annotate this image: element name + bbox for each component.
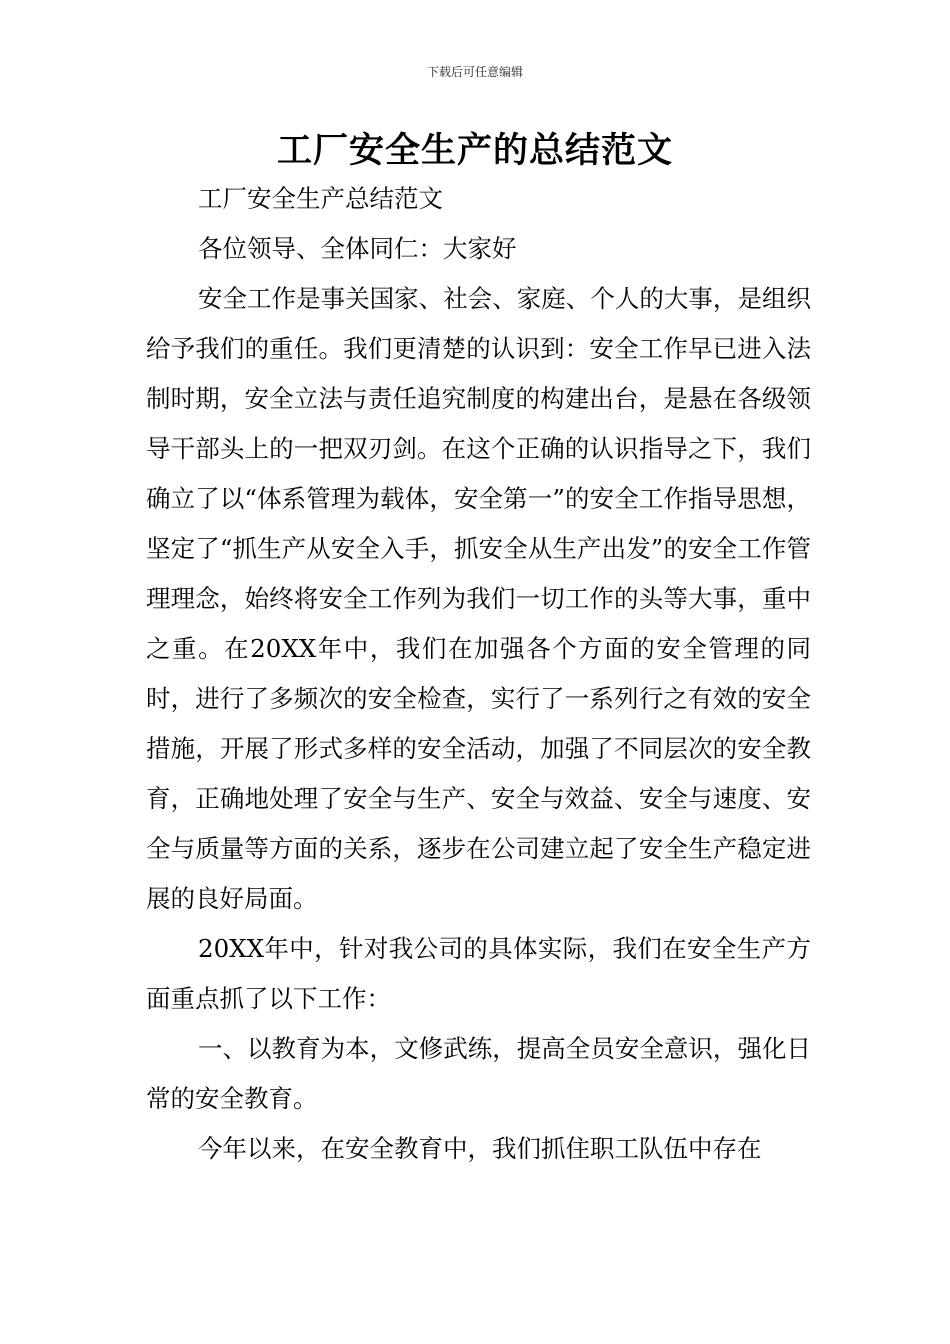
paragraph: 一、以教育为本，文修武练，提高全员安全意识，强化日常的安全教育。 bbox=[146, 1034, 811, 1113]
document-title: 工厂安全生产的总结范文 bbox=[276, 131, 673, 171]
paragraph: 安全工作是事关国家、社会、家庭、个人的大事，是组织给予我们的重任。我们更清楚的认识到：安全工作早已进入法制时期，安全立法与责任追究制度的构建出台，是悬在各级领导干部头上的一把双刃剑。在这个正确的认识指导之下，我们确立了以“体系管理为载体，安全第一”的安全工作指导思想，坚定了“抓生产从安全入手，抓安全从生产出发”的安全工作管理理念，始终将安全工作列为我们一切工作的头等大事，重中之重。在20XX年中，我们在加强各个方面的安全管理的同时，进行了多频次的安全检查，实行了一系列行之有效的安全措施，开展了形式多样的安全活动，加强了不同层次的安全教育，正确地处理了安全与生产、安全与效益、安全与速度、安全与质量等方面的关系，逐步在公司建立起了安全生产稳定进展的良好局面。 bbox=[146, 284, 811, 913]
paragraph: 20XX年中，针对我公司的具体实际，我们在安全生产方面重点抓了以下工作： bbox=[146, 934, 811, 1013]
document-body bbox=[146, 174, 811, 1174]
header-note: 下载后可任意编辑 bbox=[426, 65, 523, 79]
document-subtitle: 工厂安全生产总结范文 bbox=[198, 184, 443, 213]
greeting-line: 各位领导、全体同仁：大家好 bbox=[198, 234, 517, 263]
paragraph: 今年以来，在安全教育中，我们抓住职工队伍中存在 bbox=[198, 1134, 762, 1163]
